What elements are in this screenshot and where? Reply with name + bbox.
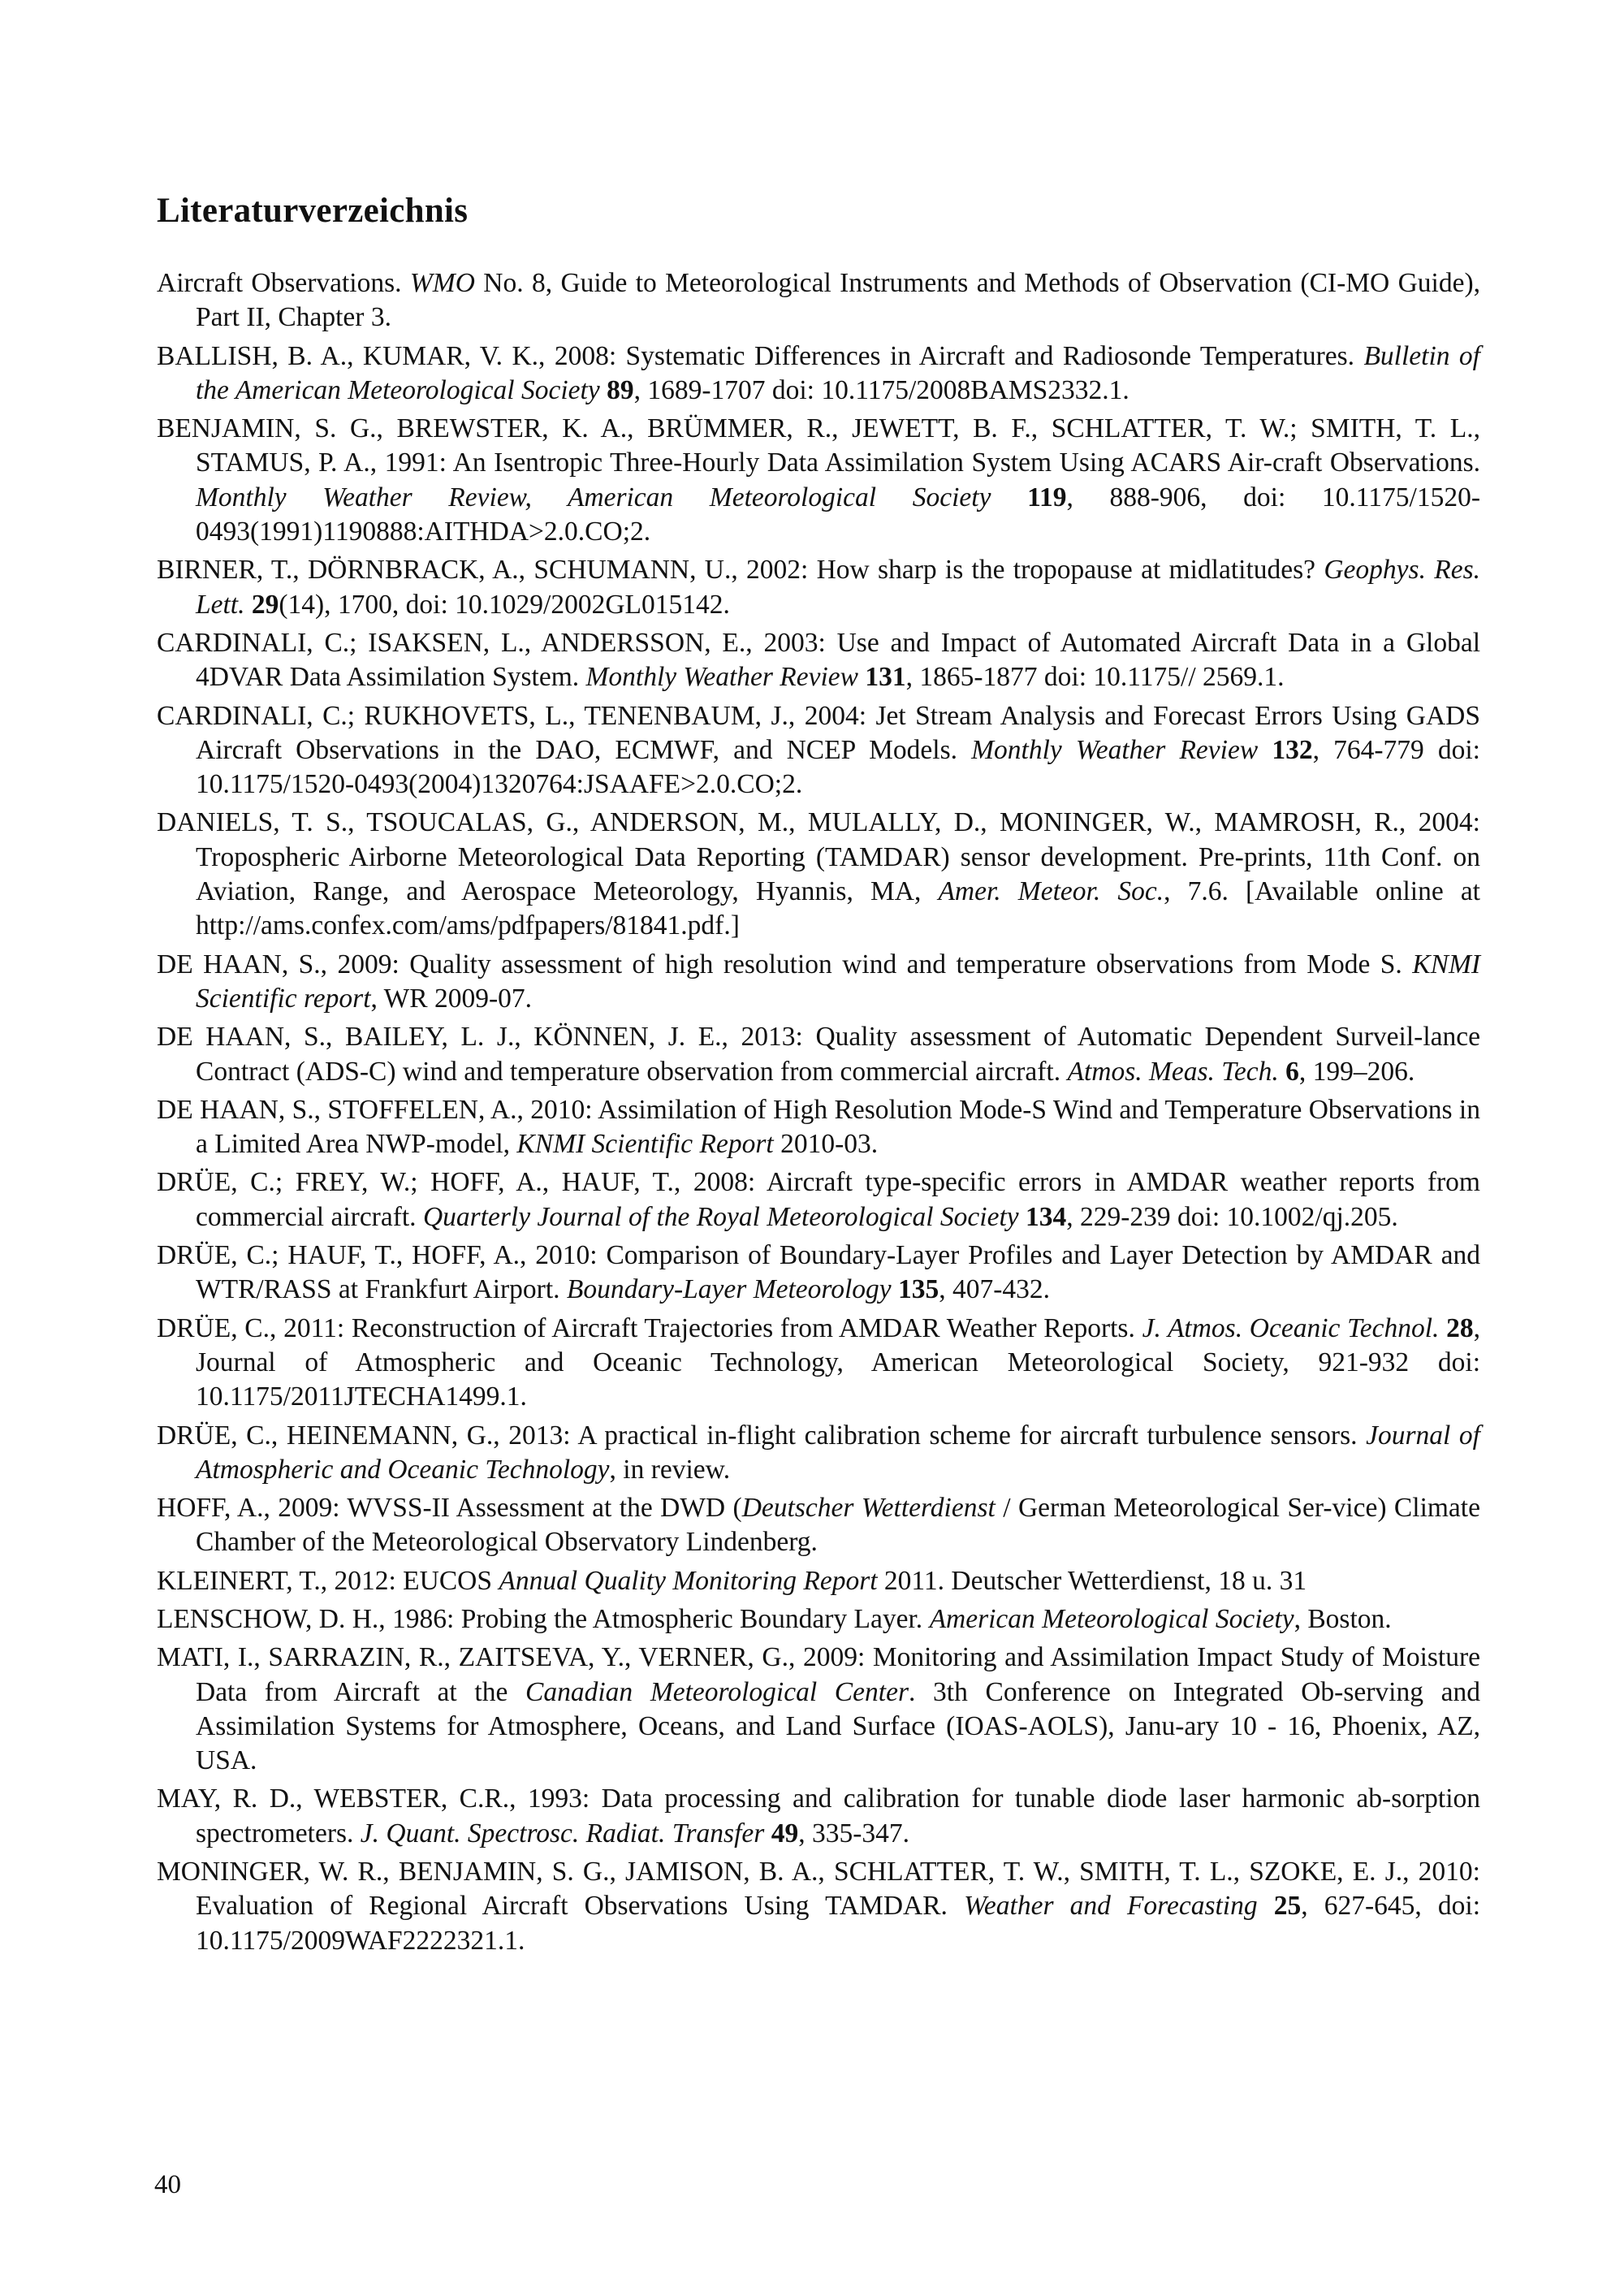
reference-entry bbox=[157, 1165, 1480, 1234]
reference-volume: 131 bbox=[865, 662, 906, 693]
reference-text: , 229-239 doi: 10.1002/qj.205. bbox=[1066, 1201, 1398, 1232]
reference-volume: 49 bbox=[771, 1818, 799, 1848]
reference-volume: 132 bbox=[1272, 734, 1313, 765]
reference-italic-text: Monthly Weather Review bbox=[585, 662, 859, 693]
reference-text: DANIELS, T. S., TSOUCALAS, G., ANDERSON, M., MULALLY, D., MONINGER, W., MAMROSH, R., 2004: Tropospheric Airborne Meteorological Data Reporting (TAMDAR) sensor development. Pre-prints, 11th Conf. on Aviation, Range, and Aerospace Meteorology, Hyannis, MA, bbox=[157, 807, 1480, 907]
reference-text: DE HAAN, S., STOFFELEN, A., 2010: Assimilation of High Resolution Mode-S Wind and Temperature Observations in a Limited Area NWP-model, bbox=[157, 1094, 1480, 1160]
reference-entry bbox=[157, 1782, 1480, 1851]
reference-entry bbox=[157, 1239, 1480, 1308]
reference-text: MAY, R. D., WEBSTER, C.R., 1993: Data processing and calibration for tunable diode laser harmonic ab-sorption spectrometers. bbox=[157, 1784, 1480, 1848]
reference-text: DRÜE, C., HEINEMANN, G., 2013: A practical in-flight calibration scheme for aircraft turbulence sensors. bbox=[157, 1420, 1367, 1451]
reference-text: , in review. bbox=[609, 1454, 731, 1485]
reference-text: (14), 1700, doi: 10.1029/2002GL015142. bbox=[279, 589, 730, 620]
reference-italic-text: Boundary-Layer Meteorology bbox=[566, 1274, 892, 1305]
reference-entry bbox=[157, 1602, 1480, 1637]
reference-entry bbox=[157, 1641, 1480, 1778]
page-title: Literaturverzeichnis bbox=[157, 192, 469, 230]
reference-text: MATI, I., SARRAZIN, R., ZAITSEVA, Y., VERNER, G., 2009: Monitoring and Assimilation Impact Study of Moisture Data from Aircraft at the bbox=[157, 1642, 1480, 1707]
reference-entry bbox=[157, 1419, 1480, 1488]
reference-italic-text: WMO bbox=[409, 268, 475, 298]
reference-volume: 119 bbox=[1027, 482, 1067, 512]
reference-entry bbox=[157, 1564, 1480, 1598]
page-number: 40 bbox=[154, 2170, 181, 2199]
reference-text: DRÜE, C.; HAUF, T., HOFF, A., 2010: Comparison of Boundary-Layer Profiles and Layer Detection by AMDAR and WTR/RASS at Frankfurt Airport. bbox=[157, 1240, 1480, 1305]
reference-italic-text: J. Quant. Spectrosc. Radiat. Transfer bbox=[360, 1818, 765, 1848]
reference-text bbox=[1279, 1057, 1285, 1087]
reference-text: , 627-645, doi: 10.1175/2009WAF2222321.1. bbox=[196, 1891, 1481, 1956]
reference-text: / German Meteorological Ser-vice) Climate Chamber of the Meteorological Observatory Lindenberg. bbox=[196, 1493, 1480, 1558]
reference-list bbox=[157, 266, 1480, 1962]
reference-italic-text: American Meteorological Society bbox=[929, 1603, 1294, 1634]
reference-volume: 6 bbox=[1285, 1056, 1299, 1087]
reference-italic-text: KNMI Scientific report bbox=[196, 949, 1480, 1014]
reference-italic-text: KNMI Scientific Report bbox=[516, 1129, 774, 1160]
reference-italic-text: Atmos. Meas. Tech. bbox=[1067, 1056, 1279, 1087]
reference-text: BIRNER, T., DÖRNBRACK, A., SCHUMANN, U., 2002: How sharp is the tropopause at midlatitudes? bbox=[157, 555, 1324, 586]
reference-text bbox=[892, 1274, 898, 1304]
reference-text: , 335-347. bbox=[798, 1818, 909, 1848]
reference-text: BENJAMIN, S. G., BREWSTER, K. A., BRÜMMER, R., JEWETT, B. F., SCHLATTER, T. W.; SMITH, T. L., STAMUS, P. A., 1991: An Isentropic Three-Hourly Data Assimilation System Using ACARS Air-craft Observations. bbox=[157, 413, 1480, 478]
reference-entry bbox=[157, 266, 1480, 335]
reference-volume: 134 bbox=[1026, 1201, 1067, 1232]
reference-volume: 29 bbox=[251, 589, 279, 620]
reference-text: , Journal of Atmospheric and Oceanic Technology, American Meteorological Society, 921-932 doi: 10.1175/2011JTECHA1499.1. bbox=[196, 1312, 1480, 1412]
reference-entry bbox=[157, 553, 1480, 622]
reference-volume: 135 bbox=[898, 1274, 939, 1305]
reference-text: , 1865-1877 doi: 10.1175// 2569.1. bbox=[905, 662, 1285, 693]
reference-entry bbox=[157, 699, 1480, 802]
reference-entry bbox=[157, 1491, 1480, 1560]
reference-text: 2010-03. bbox=[773, 1129, 879, 1160]
reference-italic-text: Geophys. Res. Lett. bbox=[196, 555, 1480, 620]
reference-text: , 7.6. [Available online at http://ams.confex.com/ams/pdfpapers/81841.pdf.] bbox=[196, 876, 1480, 941]
reference-text: No. 8, Guide to Meteorological Instruments and Methods of Observation (CI-MO Guide), Part II, Chapter 3. bbox=[196, 268, 1480, 333]
reference-text bbox=[764, 1818, 771, 1848]
reference-text: LENSCHOW, D. H., 1986: Probing the Atmospheric Boundary Layer. bbox=[157, 1603, 930, 1634]
reference-text bbox=[1258, 1891, 1274, 1921]
reference-entry bbox=[157, 412, 1480, 549]
reference-text: , 764-779 doi: 10.1175/1520-0493(2004)1320764:JSAAFE>2.0.CO;2. bbox=[196, 734, 1480, 800]
reference-text bbox=[1019, 1202, 1026, 1232]
reference-text: , 199–206. bbox=[1298, 1056, 1415, 1087]
reference-text: BALLISH, B. A., KUMAR, V. K., 2008: Systematic Differences in Aircraft and Radiosonde Temperatures. bbox=[157, 340, 1364, 371]
reference-italic-text: Monthly Weather Review, American Meteorological Society bbox=[196, 482, 991, 512]
reference-text: , WR 2009-07. bbox=[370, 983, 533, 1014]
reference-italic-text: Amer. Meteor. Soc. bbox=[938, 876, 1164, 907]
reference-text: DRÜE, C.; FREY, W.; HOFF, A., HAUF, T., 2008: Aircraft type-specific errors in AMDAR weather reports from commercial aircraft. bbox=[157, 1167, 1480, 1232]
reference-italic-text: Journal of Atmospheric and Oceanic Technology bbox=[196, 1420, 1480, 1485]
reference-entry bbox=[157, 626, 1480, 695]
reference-entry bbox=[157, 1020, 1480, 1089]
reference-text bbox=[245, 590, 252, 620]
reference-text: KLEINERT, T., 2012: EUCOS bbox=[157, 1565, 499, 1596]
reference-volume: 89 bbox=[607, 374, 634, 405]
reference-text: 2011. Deutscher Wetterdienst, 18 u. 31 bbox=[877, 1565, 1307, 1596]
reference-italic-text: Monthly Weather Review bbox=[971, 734, 1259, 765]
reference-text: HOFF, A., 2009: WVSS-II Assessment at the DWD ( bbox=[157, 1493, 742, 1524]
reference-italic-text: Weather and Forecasting bbox=[964, 1891, 1258, 1922]
reference-text: MONINGER, W. R., BENJAMIN, S. G., JAMISON, B. A., SCHLATTER, T. W., SMITH, T. L., SZOKE, E. J., 2010: Evaluation of Regional Aircraft Observations Using TAMDAR. bbox=[157, 1857, 1480, 1922]
reference-text: DE HAAN, S., 2009: Quality assessment of high resolution wind and temperature observations from Mode S. bbox=[157, 949, 1413, 979]
reference-italic-text: Quarterly Journal of the Royal Meteorological Society bbox=[422, 1201, 1019, 1232]
reference-entry bbox=[157, 1855, 1480, 1958]
reference-text: , Boston. bbox=[1294, 1603, 1392, 1634]
reference-text: Aircraft Observations. bbox=[157, 268, 410, 298]
reference-italic-text: J. Atmos. Oceanic Technol. bbox=[1142, 1312, 1440, 1343]
reference-entry bbox=[157, 806, 1480, 943]
reference-entry bbox=[157, 339, 1480, 409]
reference-text bbox=[1439, 1313, 1446, 1343]
reference-italic-text: Canadian Meteorological Center bbox=[525, 1676, 909, 1707]
reference-text: , 1689-1707 doi: 10.1175/2008BAMS2332.1. bbox=[633, 374, 1129, 405]
reference-text: CARDINALI, C.; RUKHOVETS, L., TENENBAUM, J., 2004: Jet Stream Analysis and Forecast Errors Using GADS Aircraft Observations in the DAO, ECMWF, and NCEP Models. bbox=[157, 700, 1480, 765]
reference-text bbox=[1258, 735, 1272, 765]
reference-text bbox=[600, 375, 607, 405]
reference-text: , 888-906, doi: 10.1175/1520-0493(1991)1190888:AITHDA>2.0.CO;2. bbox=[196, 482, 1481, 547]
reference-volume: 25 bbox=[1273, 1891, 1302, 1922]
reference-text: , 407-432. bbox=[939, 1274, 1051, 1305]
reference-text: CARDINALI, C.; ISAKSEN, L., ANDERSSON, E., 2003: Use and Impact of Automated Aircraft Data in a Global 4DVAR Data Assimilation System. bbox=[157, 627, 1480, 693]
reference-text: DRÜE, C., 2011: Reconstruction of Aircraft Trajectories from AMDAR Weather Reports. bbox=[157, 1312, 1142, 1343]
reference-volume: 28 bbox=[1446, 1312, 1474, 1343]
reference-entry bbox=[157, 1312, 1480, 1415]
reference-entry bbox=[157, 948, 1480, 1017]
reference-text: DE HAAN, S., BAILEY, L. J., KÖNNEN, J. E., 2013: Quality assessment of Automatic Dependent Surveil-lance Contract (ADS-C) wind and temperature observation from commercial aircraft. bbox=[157, 1022, 1480, 1087]
reference-italic-text: Bulletin of the American Meteorological Society bbox=[196, 340, 1480, 405]
reference-text: . 3th Conference on Integrated Ob-serving and Assimilation Systems for Atmosphere, Oceans, and Land Surface (IOAS-AOLS), Janu-ary 10 - 16, Phoenix, AZ, USA. bbox=[196, 1676, 1481, 1776]
reference-italic-text: Deutscher Wetterdienst bbox=[741, 1493, 996, 1524]
reference-italic-text: Annual Quality Monitoring Report bbox=[499, 1565, 878, 1596]
reference-text bbox=[991, 482, 1027, 512]
reference-entry bbox=[157, 1093, 1480, 1162]
